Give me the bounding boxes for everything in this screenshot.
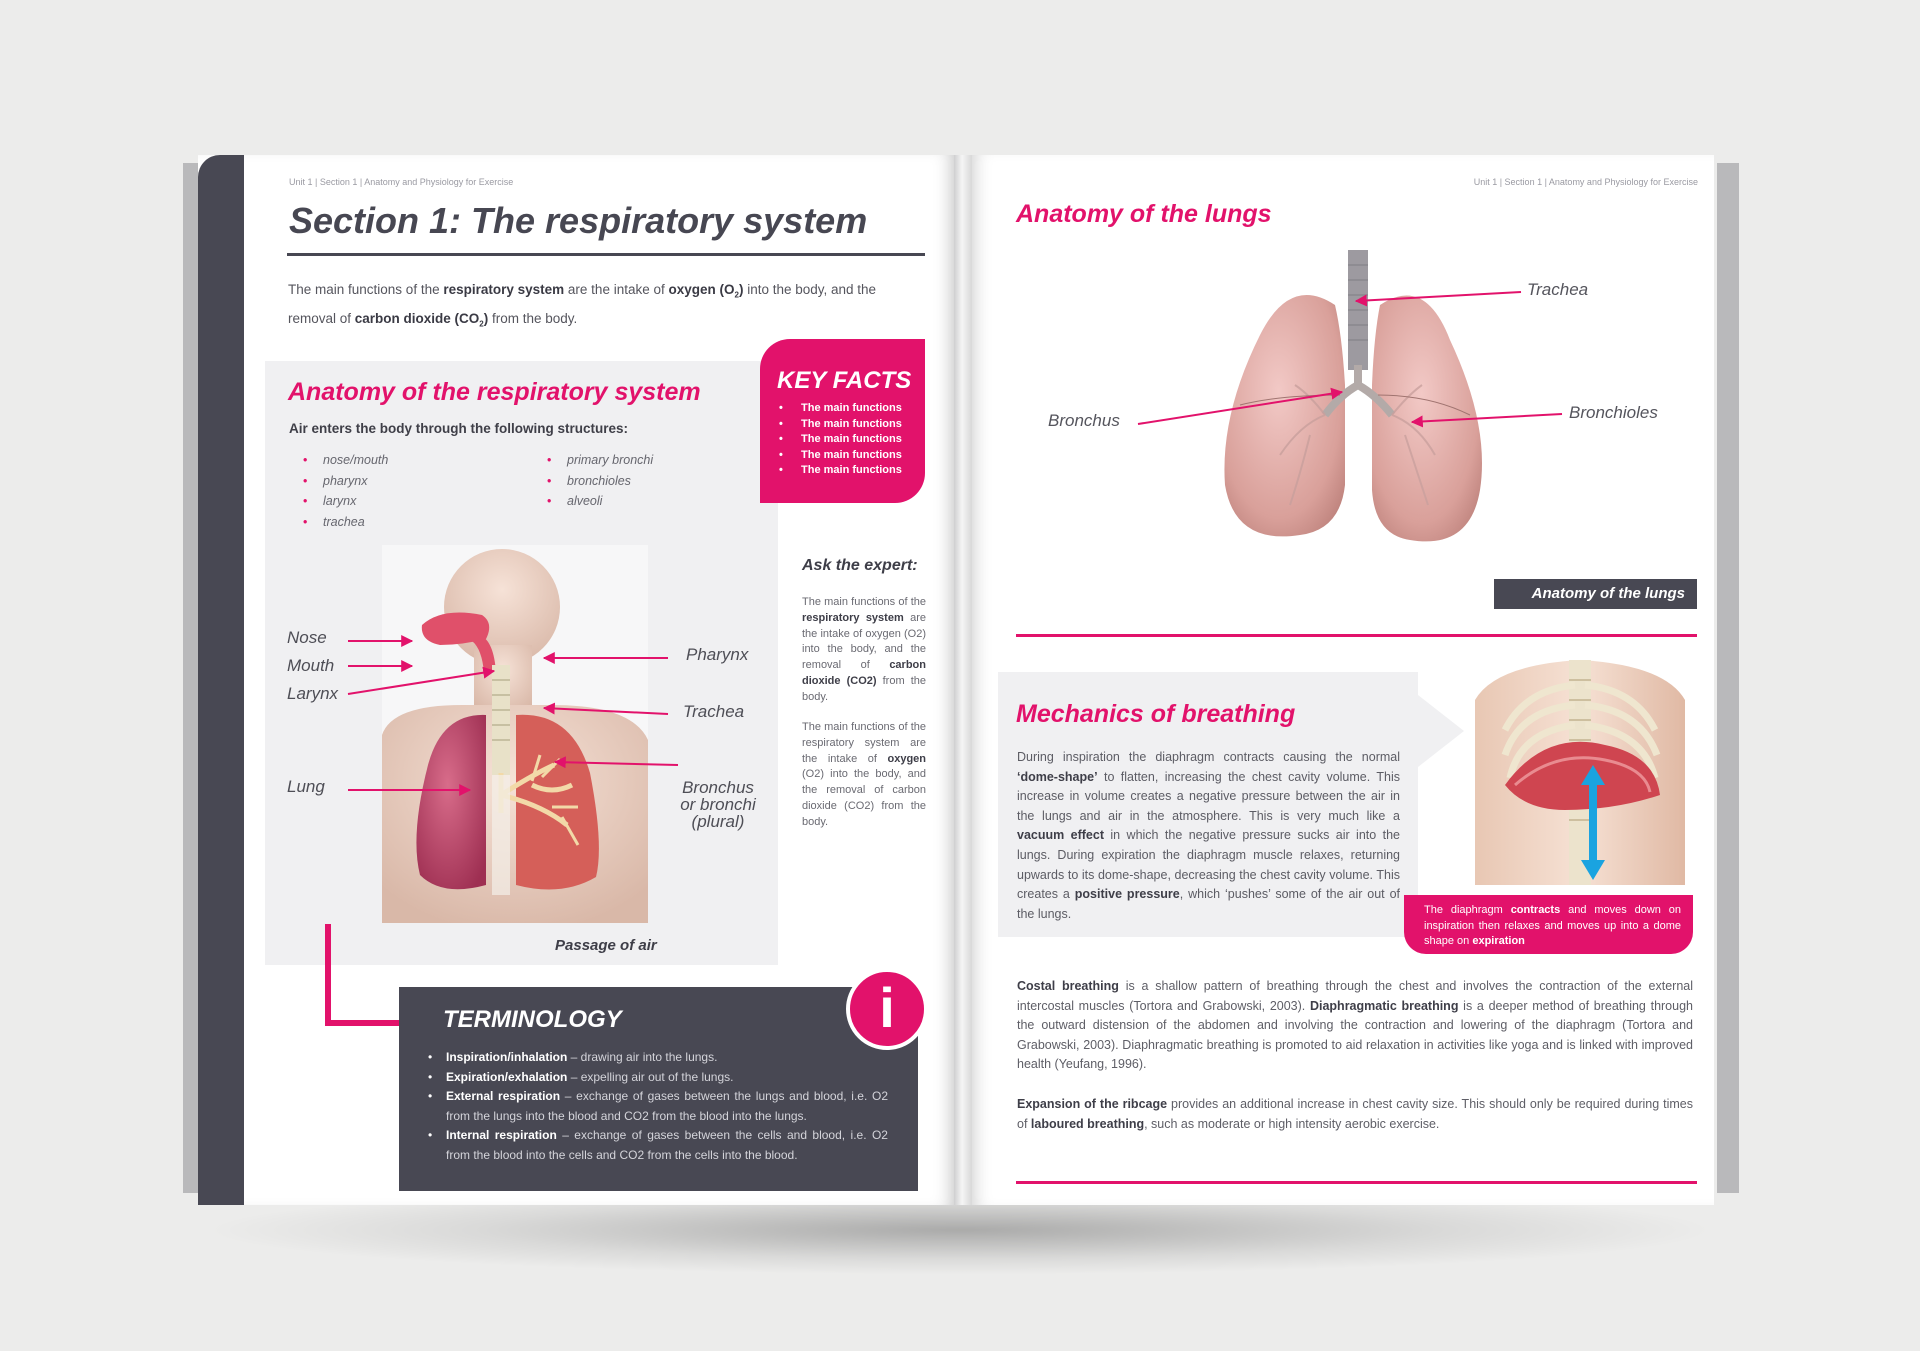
label-pharynx: Pharynx [686,645,749,664]
list-item: • The main functions [777,417,925,433]
list-item: • bronchioles [547,471,653,492]
list-item: • nose/mouth [303,450,388,471]
breathing-paragraph-1: Costal breathing is a shallow pattern of breathing through the chest and involves the contraction of the external intercostal muscles (Tortora and Grabowski, 2003). Diaphragmatic breathing is a deeper method of breathing through the outward distension of the abdomen and involving the contraction and lowering of the diaphragm (Tortora and Grabowski, 2003). Diaphragmatic breathing is promoted to aid relaxation in activities like yoga and is linked with improved health (Yeufang, 1996). [1017,979,1694,1072]
term-item: • Expiration/exhalation – expelling air out of the lungs. [446,1068,888,1088]
key-facts-title: KEY FACTS [777,367,912,394]
list-item: • larynx [303,491,388,512]
left-running-head: Unit 1 | Section 1 | Anatomy and Physiology for Exercise [289,177,514,187]
ask-expert-paragraph-2: The main functions of the respiratory system are the intake of oxygen (O2) into the body, and the removal of carbon dioxide (CO2) from the body. [802,721,926,828]
list-item: • primary bronchi [547,450,653,471]
diaphragm-note: The diaphragm contracts and moves down on inspiration then relaxes and moves up into a dome shape on expiration [1404,895,1693,954]
diaphragm-figure [1465,660,1695,885]
lung-label-trachea: Trachea [1527,280,1589,299]
label-bronchus: Bronchus or bronchi (plural) [680,778,756,831]
breathing-paragraph-2: Expansion of the ribcage provides an additional increase in chest cavity size. This should only be required during times of laboured breathing, such as moderate or high intensity aerobic exercise. [1017,1097,1693,1131]
lung-label-bronchus: Bronchus [1048,411,1120,430]
list-item: • The main functions [777,432,925,448]
diaphragm-illustration [1465,660,1695,885]
list-item: • The main functions [777,463,925,479]
list-item: • alveoli [547,491,653,512]
term-item: • Internal respiration – exchange of gases between the cells and blood, i.e. O2 from the blood into the cells and CO2 from the cells into the blood. [446,1126,888,1165]
lungs-heading: Anatomy of the lungs [1016,200,1272,228]
figure-caption: Passage of air [555,937,657,954]
section-title: Section 1: The respiratory system [289,200,868,241]
bottom-divider-rule [1016,1181,1697,1184]
ask-expert-title: Ask the expert: [802,557,918,574]
list-item: • pharynx [303,471,388,492]
ask-expert-paragraph-1: The main functions of the respiratory system are the intake of oxygen (O2) into the body, and the removal of carbon dioxide (CO2) from the body. [802,596,927,703]
anatomy-subheading: Air enters the body through the following structures: [289,421,629,436]
label-trachea: Trachea [683,702,745,721]
label-mouth: Mouth [287,656,335,675]
mechanics-paragraph: During inspiration the diaphragm contracts causing the normal ‘dome-shape’ to flatten, increasing the chest cavity volume. This increase in volume creates a negative pressure between the air in the lungs and air in the atmosphere. This is very much like a vacuum effect in which the negative pressure sucks air into the lungs. During expiration the diaphragm muscle relaxes, returning upwards to its dome-shape, decreasing the chest cavity volume. This creates a positive pressure, which ‘pushes’ some of the air out of the lungs. [1017,750,1400,921]
mechanics-panel-pointer [1418,695,1464,767]
lung-label-bronchioles: Bronchioles [1569,403,1658,422]
info-icon: i [846,968,928,1050]
term-item: • External respiration – exchange of gases between the lungs and blood, i.e. O2 from the lungs into the blood and CO2 from the blood into the lungs. [446,1087,888,1126]
label-nose: Nose [287,628,327,647]
term-item: • Inspiration/inhalation – drawing air into the lungs. [446,1048,888,1068]
right-running-head: Unit 1 | Section 1 | Anatomy and Physiology for Exercise [1473,177,1698,187]
label-lung: Lung [287,777,325,796]
list-item: • The main functions [777,401,925,417]
intro-paragraph: The main functions of the respiratory system are the intake of oxygen $(O_2)$ into the body, and the removal of carbon dioxide $(CO_2)$ from the body. [288,282,877,329]
divider-rule [1016,634,1697,637]
list-item: • trachea [303,512,388,533]
mechanics-heading: Mechanics of breathing [1016,700,1296,728]
lungs-caption: Anatomy of the lungs [1494,579,1697,609]
anatomy-heading: Anatomy of the respiratory system [288,378,701,406]
list-item: • The main functions [777,448,925,464]
terminology-title: TERMINOLOGY [443,1006,622,1033]
label-larynx: Larynx [287,684,339,703]
